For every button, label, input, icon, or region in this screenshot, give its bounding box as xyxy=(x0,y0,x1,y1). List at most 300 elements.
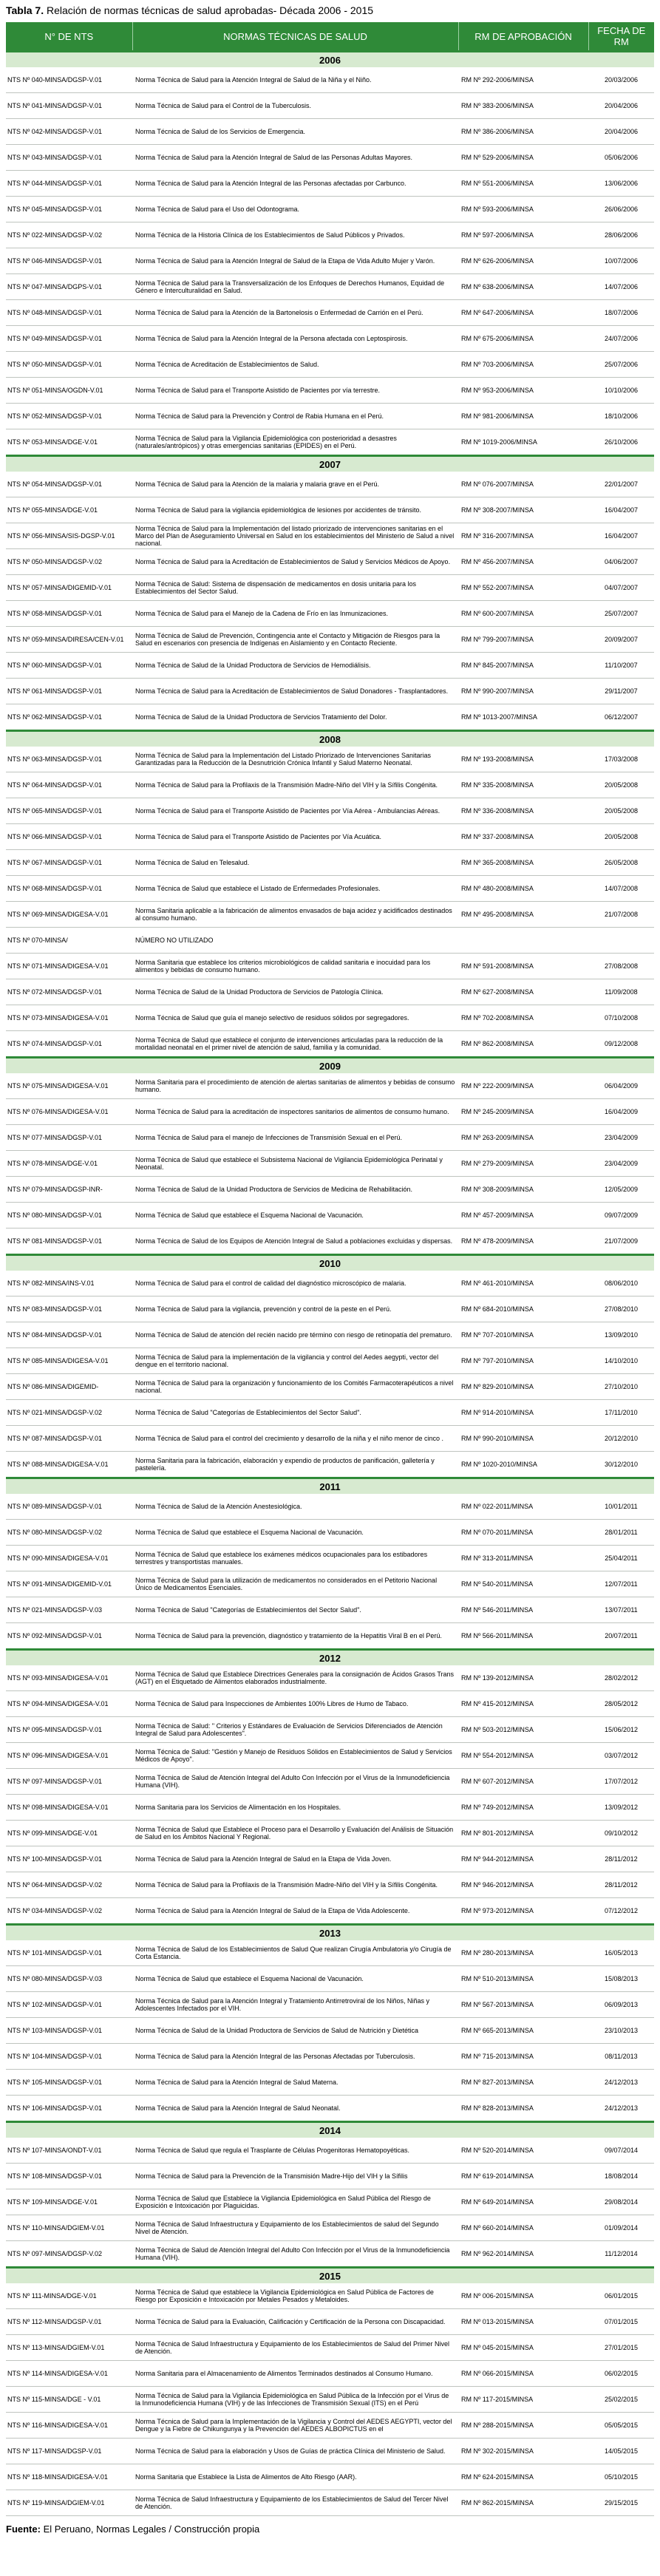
nts-number-cell: NTS Nº 065-MINSA/DGSP-V.01 xyxy=(6,798,132,824)
norm-title-cell: Norma Técnica de Salud que establece el Esquema Nacional de Vacunación. xyxy=(132,1966,458,1992)
rm-date-cell: 13/09/2010 xyxy=(588,1322,654,1348)
nts-number-cell: NTS Nº 101-MINSA/DGSP-V.01 xyxy=(6,1940,132,1966)
rm-date-cell: 29/11/2007 xyxy=(588,679,654,704)
source-label: Fuente: xyxy=(6,2524,41,2535)
rm-date-cell: 17/11/2010 xyxy=(588,1400,654,1426)
nts-number-cell: NTS Nº 094-MINSA/DIGESA-V.01 xyxy=(6,1691,132,1717)
table-row xyxy=(6,1228,654,1255)
nts-number-cell: NTS Nº 107-MINSA/ONDT-V.01 xyxy=(6,2138,132,2164)
table-row xyxy=(6,1426,654,1452)
norm-title-cell: Norma Técnica de Salud para la Atención Integral de Salud Neonatal. xyxy=(132,2096,458,2122)
norm-title-cell: Norma Técnica de Salud para la Atención de la Bartonelosis o Enfermedad de Carrión en el Perú. xyxy=(132,300,458,326)
rm-approval-cell: RM Nº 456-2007/MINSA xyxy=(458,549,588,575)
norm-title-cell: Norma Técnica de Salud que Establece Directrices Generales para la consignación de Ácidos Grasos Trans (AGT) en el Etiquetado de Alimentos elaborados industrialmente. xyxy=(132,1665,458,1691)
norm-title-cell: Norma Técnica de Salud que establece la Vigilancia Epidemiológica en Salud Pública de Factores de Riesgo por Exposición e Intoxicación por Metales Pesados y Metaloides. xyxy=(132,2283,458,2309)
nts-number-cell: NTS Nº 099-MINSA/DGE-V.01 xyxy=(6,1821,132,1846)
norm-title-cell: Norma Técnica de Salud para el control de calidad del diagnóstico microscópico de malaria. xyxy=(132,1271,458,1297)
rm-approval-cell: RM Nº 457-2009/MINSA xyxy=(458,1203,588,1228)
norm-title-cell: NÚMERO NO UTILIZADO xyxy=(132,928,458,954)
rm-approval-cell: RM Nº 647-2006/MINSA xyxy=(458,300,588,326)
rm-date-cell: 29/08/2014 xyxy=(588,2189,654,2215)
nts-number-cell: NTS Nº 098-MINSA/DIGESA-V.01 xyxy=(6,1795,132,1821)
nts-number-cell: NTS Nº 045-MINSA/DGSP-V.01 xyxy=(6,197,132,222)
rm-approval-cell: RM Nº 292-2006/MINSA xyxy=(458,67,588,93)
year-label: 2014 xyxy=(6,2122,654,2138)
table-row xyxy=(6,1769,654,1795)
table-row xyxy=(6,93,654,119)
nts-number-cell: NTS Nº 103-MINSA/DGSP-V.01 xyxy=(6,2018,132,2044)
norm-title-cell: Norma Técnica de Salud para la Atención de la malaria y malaria grave en el Perú. xyxy=(132,472,458,497)
norm-title-cell: Norma Técnica de Salud para la Atención Integral de las Personas afectadas por Carbunco. xyxy=(132,171,458,197)
rm-date-cell: 14/07/2008 xyxy=(588,876,654,902)
nts-number-cell: NTS Nº 079-MINSA/DGSP-INR- xyxy=(6,1177,132,1203)
rm-approval-cell: RM Nº 263-2009/MINSA xyxy=(458,1125,588,1151)
norm-title-cell: Norma Técnica de Salud para la Atención Integral de las Personas Afectadas por Tuberculosis. xyxy=(132,2044,458,2070)
norm-title-cell: Norma Técnica de Salud para la Atención Integral de Salud de la Etapa de Vida Adulto Mujer y Varón. xyxy=(132,248,458,274)
rm-date-cell: 14/10/2010 xyxy=(588,1348,654,1374)
rm-date-cell: 10/07/2006 xyxy=(588,248,654,274)
nts-number-cell: NTS Nº 048-MINSA/DGSP-V.01 xyxy=(6,300,132,326)
table-row xyxy=(6,679,654,704)
year-label: 2015 xyxy=(6,2268,654,2284)
table-row xyxy=(6,653,654,679)
nts-number-cell: NTS Nº 091-MINSA/DIGEMID-V.01 xyxy=(6,1571,132,1597)
nts-number-cell: NTS Nº 100-MINSA/DGSP-V.01 xyxy=(6,1846,132,1872)
nts-number-cell: NTS Nº 095-MINSA/DGSP-V.01 xyxy=(6,1717,132,1743)
table-row xyxy=(6,523,654,549)
nts-number-cell: NTS Nº 076-MINSA/DIGESA-V.01 xyxy=(6,1099,132,1125)
norm-title-cell: Norma Técnica de Salud para la Acreditación de Establecimientos de Salud Donadores - Trasplantadores. xyxy=(132,679,458,704)
header-norm-title: NORMAS TÉCNICAS DE SALUD xyxy=(132,22,458,52)
rm-date-cell: 23/10/2013 xyxy=(588,2018,654,2044)
year-row xyxy=(6,52,654,68)
table-row xyxy=(6,2464,654,2490)
norm-title-cell: Norma Sanitaria para la fabricación, elaboración y expendio de productos de panificación, galletería y pastelería. xyxy=(132,1452,458,1478)
rm-date-cell: 24/12/2013 xyxy=(588,2096,654,2122)
table-row xyxy=(6,1665,654,1691)
rm-date-cell: 09/12/2008 xyxy=(588,1031,654,1058)
norm-title-cell: Norma Técnica de Salud para la Vigilancia Epidemiológica con posterioridad a desastres (naturales/antrópicos) y otras emergencias sanitarias (EPIDES) en el Perú. xyxy=(132,429,458,456)
rm-date-cell: 06/12/2007 xyxy=(588,704,654,731)
rm-date-cell: 25/04/2011 xyxy=(588,1546,654,1571)
table-row xyxy=(6,2439,654,2464)
rm-approval-cell: RM Nº 495-2008/MINSA xyxy=(458,902,588,928)
nts-number-cell: NTS Nº 080-MINSA/DGSP-V.01 xyxy=(6,1203,132,1228)
norm-title-cell: Norma Técnica de Salud de los Servicios de Emergencia. xyxy=(132,119,458,145)
rm-approval-cell: RM Nº 193-2008/MINSA xyxy=(458,747,588,772)
rm-approval-cell: RM Nº 139-2012/MINSA xyxy=(458,1665,588,1691)
table-row xyxy=(6,1271,654,1297)
table-row xyxy=(6,798,654,824)
norm-title-cell: Norma Técnica de Salud para la vigilancia epidemiológica de lesiones por accidentes de tránsito. xyxy=(132,497,458,523)
table-row xyxy=(6,2413,654,2439)
table-row xyxy=(6,1203,654,1228)
rm-date-cell: 01/09/2014 xyxy=(588,2215,654,2241)
rm-approval-cell: RM Nº 386-2006/MINSA xyxy=(458,119,588,145)
rm-approval-cell: RM Nº 070-2011/MINSA xyxy=(458,1520,588,1546)
rm-approval-cell: RM Nº 478-2009/MINSA xyxy=(458,1228,588,1255)
rm-approval-cell: RM Nº 981-2006/MINSA xyxy=(458,404,588,429)
rm-approval-cell: RM Nº 566-2011/MINSA xyxy=(458,1623,588,1650)
rm-approval-cell: RM Nº 675-2006/MINSA xyxy=(458,326,588,352)
nts-number-cell: NTS Nº 090-MINSA/DIGESA-V.01 xyxy=(6,1546,132,1571)
rm-approval-cell: RM Nº 665-2013/MINSA xyxy=(458,2018,588,2044)
nts-number-cell: NTS Nº 081-MINSA/DGSP-V.01 xyxy=(6,1228,132,1255)
table-row xyxy=(6,575,654,601)
rm-approval-cell: RM Nº 013-2015/MINSA xyxy=(458,2309,588,2335)
rm-approval-cell: RM Nº 619-2014/MINSA xyxy=(458,2164,588,2189)
rm-approval-cell: RM Nº 829-2010/MINSA xyxy=(458,1374,588,1400)
table-row xyxy=(6,1348,654,1374)
table-row xyxy=(6,1031,654,1058)
table-row xyxy=(6,979,654,1005)
rm-date-cell: 23/04/2009 xyxy=(588,1151,654,1177)
norm-title-cell: Norma Técnica de Salud de la Unidad Productora de Servicios de Patología Clínica. xyxy=(132,979,458,1005)
nts-number-cell: NTS Nº 082-MINSA/INS-V.01 xyxy=(6,1271,132,1297)
table-row xyxy=(6,2164,654,2189)
nts-number-cell: NTS Nº 063-MINSA/DGSP-V.01 xyxy=(6,747,132,772)
norm-title-cell: Norma Técnica de Salud para la Implementación del listado priorizado de intervenciones sanitarias en el Marco del Plan de Aseguramiento Universal en Salud en los establecimientos del Ministerio de Salud a nivel nacional. xyxy=(132,523,458,549)
nts-number-cell: NTS Nº 046-MINSA/DGSP-V.01 xyxy=(6,248,132,274)
rm-approval-cell: RM Nº 627-2008/MINSA xyxy=(458,979,588,1005)
norm-title-cell: Norma Técnica de Salud que Establece el Proceso para el Desarrollo y Evaluación del Análisis de Situación de Salud en los Ámbitos Nacional Y Regional. xyxy=(132,1821,458,1846)
rm-date-cell: 09/07/2009 xyxy=(588,1203,654,1228)
rm-approval-cell: RM Nº 552-2007/MINSA xyxy=(458,575,588,601)
rm-date-cell: 20/07/2011 xyxy=(588,1623,654,1650)
norm-title-cell: Norma Técnica de Salud para el Transporte Asistido de Pacientes por vía terrestre. xyxy=(132,378,458,404)
rm-approval-cell: RM Nº 540-2011/MINSA xyxy=(458,1571,588,1597)
table-row xyxy=(6,2138,654,2164)
norm-title-cell: Norma Técnica de Salud de atención del recién nacido pre término con riesgo de retinopatía del prematuro. xyxy=(132,1322,458,1348)
rm-date-cell: 28/06/2006 xyxy=(588,222,654,248)
norm-title-cell: Norma Técnica de Salud de Atención Integral del Adulto Con Infección por el Virus de la Inmunodeficiencia Humana (VIH). xyxy=(132,1769,458,1795)
norm-title-cell: Norma Técnica de Salud para la Vigilancia Epidemiológica en Salud Pública de la Infección por el Virus de la Inmunodeficiencia Humana (VIH) y de las Infecciones de Transmisión Sexual (ITS) en el Perú xyxy=(132,2387,458,2413)
rm-date-cell: 08/11/2013 xyxy=(588,2044,654,2070)
table-row xyxy=(6,2387,654,2413)
rm-approval-cell: RM Nº 591-2008/MINSA xyxy=(458,954,588,979)
rm-approval-cell: RM Nº 649-2014/MINSA xyxy=(458,2189,588,2215)
nts-number-cell: NTS Nº 064-MINSA/DGSP-V.02 xyxy=(6,1872,132,1898)
rm-approval-cell: RM Nº 914-2010/MINSA xyxy=(458,1400,588,1426)
norm-title-cell: Norma Técnica de Salud para la prevención, diagnóstico y tratamiento de la Hepatitis Viral B en el Perú. xyxy=(132,1623,458,1650)
norm-title-cell: Norma Técnica de Salud que guía el manejo selectivo de residuos sólidos por segregadores. xyxy=(132,1005,458,1031)
nts-number-cell: NTS Nº 040-MINSA/DGSP-V.01 xyxy=(6,67,132,93)
rm-date-cell: 20/05/2008 xyxy=(588,824,654,850)
table-row xyxy=(6,1898,654,1925)
nts-number-cell: NTS Nº 059-MINSA/DIRESA/CEN-V.01 xyxy=(6,627,132,653)
norm-title-cell: Norma Técnica de Salud de la Unidad Productora de Servicios de Salud de Nutrición y Dietética xyxy=(132,2018,458,2044)
table-row xyxy=(6,1073,654,1099)
nts-number-cell: NTS Nº 056-MINSA/SIS-DGSP-V.01 xyxy=(6,523,132,549)
rm-approval-cell: RM Nº 288-2015/MINSA xyxy=(458,2413,588,2439)
rm-approval-cell: RM Nº 600-2007/MINSA xyxy=(458,601,588,627)
table-row xyxy=(6,1623,654,1650)
rm-approval-cell: RM Nº 597-2006/MINSA xyxy=(458,222,588,248)
nts-number-cell: NTS Nº 057-MINSA/DIGEMID-V.01 xyxy=(6,575,132,601)
rm-approval-cell: RM Nº 066-2015/MINSA xyxy=(458,2361,588,2387)
rm-approval-cell: RM Nº 551-2006/MINSA xyxy=(458,171,588,197)
table-row xyxy=(6,876,654,902)
rm-approval-cell: RM Nº 480-2008/MINSA xyxy=(458,876,588,902)
table-row xyxy=(6,1322,654,1348)
nts-number-cell: NTS Nº 049-MINSA/DGSP-V.01 xyxy=(6,326,132,352)
norm-title-cell: Norma Técnica de Salud para la Atención Integral de Salud de las Personas Adultas Mayores. xyxy=(132,145,458,171)
norm-title-cell: Norma Sanitaria que Establece la Lista de Alimentos de Alto Riesgo (AAR). xyxy=(132,2464,458,2490)
table-row xyxy=(6,2335,654,2361)
nts-number-cell: NTS Nº 114-MINSA/DIGESA-V.01 xyxy=(6,2361,132,2387)
year-row xyxy=(6,1650,654,1666)
nts-number-cell: NTS Nº 073-MINSA/DIGESA-V.01 xyxy=(6,1005,132,1031)
rm-approval-cell: RM Nº 415-2012/MINSA xyxy=(458,1691,588,1717)
norm-title-cell: Norma Técnica de Salud "Categorías de Establecimientos del Sector Salud". xyxy=(132,1597,458,1623)
norm-title-cell: Norma Sanitaria para el procedimiento de atención de alertas sanitarias de alimentos y bebidas de consumo humano. xyxy=(132,1073,458,1099)
nts-number-cell: NTS Nº 069-MINSA/DIGESA-V.01 xyxy=(6,902,132,928)
year-label: 2009 xyxy=(6,1058,654,1074)
nts-number-cell: NTS Nº 088-MINSA/DIGESA-V.01 xyxy=(6,1452,132,1478)
nts-number-cell: NTS Nº 068-MINSA/DGSP-V.01 xyxy=(6,876,132,902)
rm-approval-cell: RM Nº 801-2012/MINSA xyxy=(458,1821,588,1846)
rm-date-cell: 04/06/2007 xyxy=(588,549,654,575)
rm-date-cell: 07/10/2008 xyxy=(588,1005,654,1031)
rm-date-cell: 13/09/2012 xyxy=(588,1795,654,1821)
table-row xyxy=(6,1099,654,1125)
nts-number-cell: NTS Nº 066-MINSA/DGSP-V.01 xyxy=(6,824,132,850)
rm-approval-cell: RM Nº 316-2007/MINSA xyxy=(458,523,588,549)
norm-title-cell: Norma Técnica de Salud de los Establecimientos de Salud Que realizan Cirugía Ambulatoria y/o Cirugía de Corta Estancia. xyxy=(132,1940,458,1966)
rm-approval-cell: RM Nº 962-2014/MINSA xyxy=(458,2241,588,2268)
rm-approval-cell: RM Nº 845-2007/MINSA xyxy=(458,653,588,679)
table-row xyxy=(6,1374,654,1400)
rm-date-cell: 08/06/2010 xyxy=(588,1271,654,1297)
norm-title-cell: Norma Técnica de Salud para el Transporte Asistido de Pacientes por Vía Acuática. xyxy=(132,824,458,850)
rm-date-cell: 27/08/2010 xyxy=(588,1297,654,1322)
table-row xyxy=(6,902,654,928)
rm-date-cell: 05/05/2015 xyxy=(588,2413,654,2439)
rm-date-cell: 12/05/2009 xyxy=(588,1177,654,1203)
rm-approval-cell: RM Nº 245-2009/MINSA xyxy=(458,1099,588,1125)
table-row xyxy=(6,1717,654,1743)
rm-date-cell: 21/07/2009 xyxy=(588,1228,654,1255)
rm-approval-cell: RM Nº 365-2008/MINSA xyxy=(458,850,588,876)
rm-approval-cell: RM Nº 862-2008/MINSA xyxy=(458,1031,588,1058)
table-row xyxy=(6,954,654,979)
rm-date-cell: 18/10/2006 xyxy=(588,404,654,429)
rm-date-cell: 06/02/2015 xyxy=(588,2361,654,2387)
rm-date-cell: 27/01/2015 xyxy=(588,2335,654,2361)
table-row xyxy=(6,2070,654,2096)
table-row xyxy=(6,549,654,575)
norm-title-cell: Norma Técnica de Salud para la utilización de medicamentos no considerados en el Petitorio Nacional Único de Medicamentos Esenciales. xyxy=(132,1571,458,1597)
rm-date-cell: 16/04/2007 xyxy=(588,497,654,523)
rm-date-cell: 26/05/2008 xyxy=(588,850,654,876)
year-label: 2012 xyxy=(6,1650,654,1666)
rm-approval-cell: RM Nº 626-2006/MINSA xyxy=(458,248,588,274)
table-row xyxy=(6,1940,654,1966)
rm-approval-cell: RM Nº 944-2012/MINSA xyxy=(458,1846,588,1872)
rm-date-cell: 17/03/2008 xyxy=(588,747,654,772)
rm-approval-cell: RM Nº 638-2006/MINSA xyxy=(458,274,588,300)
table-row xyxy=(6,2309,654,2335)
table-row xyxy=(6,1520,654,1546)
rm-approval-cell: RM Nº 660-2014/MINSA xyxy=(458,2215,588,2241)
nts-number-cell: NTS Nº 052-MINSA/DGSP-V.01 xyxy=(6,404,132,429)
norm-title-cell: Norma Técnica de Salud para el Uso del Odontograma. xyxy=(132,197,458,222)
nts-number-cell: NTS Nº 113-MINSA/DGIEM-V.01 xyxy=(6,2335,132,2361)
norm-title-cell: Norma Técnica de Salud para la Profilaxis de la Transmisión Madre-Niño del VIH y la Sífilis Congénita. xyxy=(132,1872,458,1898)
nts-number-cell: NTS Nº 111-MINSA/DGE-V.01 xyxy=(6,2283,132,2309)
rm-date-cell: 22/01/2007 xyxy=(588,472,654,497)
norm-title-cell: Norma Técnica de Salud para la Prevención de la Transmisión Madre-Hijo del VIH y la Sífilis xyxy=(132,2164,458,2189)
rm-approval-cell: RM Nº 336-2008/MINSA xyxy=(458,798,588,824)
norm-title-cell: Norma Técnica de Salud para la Acreditación de Establecimientos de Salud y Servicios Médicos de Apoyo. xyxy=(132,549,458,575)
rm-date-cell: 14/05/2015 xyxy=(588,2439,654,2464)
rm-approval-cell: RM Nº 076-2007/MINSA xyxy=(458,472,588,497)
table-row xyxy=(6,1846,654,1872)
nts-number-cell: NTS Nº 061-MINSA/DGSP-V.01 xyxy=(6,679,132,704)
table-row xyxy=(6,1494,654,1520)
header-nts-number: N° DE NTS xyxy=(6,22,132,52)
nts-number-cell: NTS Nº 047-MINSA/DGPS-V.01 xyxy=(6,274,132,300)
year-row xyxy=(6,2122,654,2138)
table-row xyxy=(6,824,654,850)
rm-approval-cell: RM Nº 684-2010/MINSA xyxy=(458,1297,588,1322)
table-header xyxy=(6,22,654,52)
norm-title-cell: Norma Técnica de la Historia Clínica de los Establecimientos de Salud Públicos y Privados. xyxy=(132,222,458,248)
rm-date-cell: 26/06/2006 xyxy=(588,197,654,222)
rm-approval-cell: RM Nº 862-2015/MINSA xyxy=(458,2490,588,2516)
nts-number-cell: NTS Nº 080-MINSA/DGSP-V.02 xyxy=(6,1520,132,1546)
rm-date-cell: 11/12/2014 xyxy=(588,2241,654,2268)
nts-number-cell: NTS Nº 109-MINSA/DGE-V.01 xyxy=(6,2189,132,2215)
table-row xyxy=(6,1297,654,1322)
nts-number-cell: NTS Nº 072-MINSA/DGSP-V.01 xyxy=(6,979,132,1005)
table-row xyxy=(6,67,654,93)
rm-date-cell: 20/03/2006 xyxy=(588,67,654,93)
nts-number-cell: NTS Nº 067-MINSA/DGSP-V.01 xyxy=(6,850,132,876)
rm-approval-cell: RM Nº 006-2015/MINSA xyxy=(458,2283,588,2309)
rm-approval-cell: RM Nº 510-2013/MINSA xyxy=(458,1966,588,1992)
rm-date-cell: 16/05/2013 xyxy=(588,1940,654,1966)
caption-text: Relación de normas técnicas de salud aprobadas- Década 2006 - 2015 xyxy=(46,4,374,16)
table-row xyxy=(6,248,654,274)
norm-title-cell: Norma Técnica de Salud para la Atención Integral de Salud en la Etapa de Vida Joven. xyxy=(132,1846,458,1872)
norm-title-cell: Norma Técnica de Salud para el control del crecimiento y desarrollo de la niña y el niño menor de cinco . xyxy=(132,1426,458,1452)
nts-number-cell: NTS Nº 085-MINSA/DIGESA-V.01 xyxy=(6,1348,132,1374)
nts-number-cell: NTS Nº 115-MINSA/DGE - V.01 xyxy=(6,2387,132,2413)
year-row xyxy=(6,1925,654,1941)
table-row xyxy=(6,1597,654,1623)
rm-approval-cell: RM Nº 337-2008/MINSA xyxy=(458,824,588,850)
rm-approval-cell: RM Nº 799-2007/MINSA xyxy=(458,627,588,653)
rm-approval-cell: RM Nº 702-2008/MINSA xyxy=(458,1005,588,1031)
norm-title-cell: Norma Técnica de Salud para Inspecciones de Ambientes 100% Libres de Humo de Tabaco. xyxy=(132,1691,458,1717)
nts-number-cell: NTS Nº 092-MINSA/DGSP-V.01 xyxy=(6,1623,132,1650)
rm-date-cell: 15/06/2012 xyxy=(588,1717,654,1743)
nts-number-cell: NTS Nº 106-MINSA/DGSP-V.01 xyxy=(6,2096,132,2122)
rm-approval-cell: RM Nº 1019-2006/MINSA xyxy=(458,429,588,456)
norm-title-cell: Norma Técnica de Salud: " Criterios y Estándares de Evaluación de Servicios Diferenciados de Atención Integral de Salud para Adolescentes". xyxy=(132,1717,458,1743)
nts-number-cell: NTS Nº 054-MINSA/DGSP-V.01 xyxy=(6,472,132,497)
nts-number-cell: NTS Nº 089-MINSA/DGSP-V.01 xyxy=(6,1494,132,1520)
nts-number-cell: NTS Nº 093-MINSA/DIGESA-V.01 xyxy=(6,1665,132,1691)
rm-date-cell: 09/07/2014 xyxy=(588,2138,654,2164)
nts-number-cell: NTS Nº 034-MINSA/DGSP-V.02 xyxy=(6,1898,132,1925)
table-row xyxy=(6,378,654,404)
rm-approval-cell: RM Nº 222-2009/MINSA xyxy=(458,1073,588,1099)
nts-number-cell: NTS Nº 053-MINSA/DGE-V.01 xyxy=(6,429,132,456)
norm-title-cell: Norma Técnica de Salud Infraestructura y Equipamiento de los Establecimientos de Salud del Tercer Nivel de Atención. xyxy=(132,2490,458,2516)
rm-approval-cell: RM Nº 567-2013/MINSA xyxy=(458,1992,588,2018)
table-row xyxy=(6,2189,654,2215)
table-row xyxy=(6,2283,654,2309)
norm-title-cell: Norma Técnica de Salud de la Unidad Productora de Servicios de Hemodiálisis. xyxy=(132,653,458,679)
table-row xyxy=(6,2490,654,2516)
rm-approval-cell: RM Nº 1013-2007/MINSA xyxy=(458,704,588,731)
table-row xyxy=(6,429,654,456)
rm-date-cell: 07/12/2012 xyxy=(588,1898,654,1925)
rm-date-cell: 11/10/2007 xyxy=(588,653,654,679)
norm-title-cell: Norma Técnica de Salud de la Unidad Productora de Servicios Tratamiento del Dolor. xyxy=(132,704,458,731)
table-row xyxy=(6,1966,654,1992)
norm-title-cell: Norma Técnica de Salud para la Transversalización de los Enfoques de Derechos Humanos, Equidad de Género e Interculturalidad en Salud. xyxy=(132,274,458,300)
nts-number-cell: NTS Nº 021-MINSA/DGSP-V.03 xyxy=(6,1597,132,1623)
rm-date-cell: 05/10/2015 xyxy=(588,2464,654,2490)
norm-title-cell: Norma Técnica de Salud para la Atención Integral de Salud Materna. xyxy=(132,2070,458,2096)
rm-approval-cell: RM Nº 308-2007/MINSA xyxy=(458,497,588,523)
nts-number-cell: NTS Nº 041-MINSA/DGSP-V.01 xyxy=(6,93,132,119)
rm-date-cell: 24/12/2013 xyxy=(588,2070,654,2096)
year-label: 2006 xyxy=(6,52,654,68)
rm-date-cell: 06/04/2009 xyxy=(588,1073,654,1099)
table-row xyxy=(6,850,654,876)
nts-number-cell: NTS Nº 110-MINSA/DGIEM-V.01 xyxy=(6,2215,132,2241)
rm-date-cell: 24/07/2006 xyxy=(588,326,654,352)
table-row xyxy=(6,1177,654,1203)
table-row xyxy=(6,2361,654,2387)
table-body xyxy=(6,52,654,2516)
rm-approval-cell: RM Nº 022-2011/MINSA xyxy=(458,1494,588,1520)
rm-date-cell: 26/10/2006 xyxy=(588,429,654,456)
norm-title-cell: Norma Técnica de Salud de Prevención, Contingencia ante el Contacto y Mitigación de Riesgos para la Salud en escenarios con presencia de Indígenas en Aislamiento y en Contacto Reciente. xyxy=(132,627,458,653)
rm-approval-cell: RM Nº 828-2013/MINSA xyxy=(458,2096,588,2122)
rm-date-cell: 13/07/2011 xyxy=(588,1597,654,1623)
norm-title-cell: Norma Técnica de Salud para la elaboración y Usos de Guías de práctica Clínica del Ministerio de Salud. xyxy=(132,2439,458,2464)
year-label: 2008 xyxy=(6,731,654,747)
norm-title-cell: Norma Técnica de Salud para la organización y funcionamiento de los Comités Farmacoterapéuticos a nivel nacional. xyxy=(132,1374,458,1400)
rm-date-cell: 20/04/2006 xyxy=(588,93,654,119)
rm-approval-cell: RM Nº 749-2012/MINSA xyxy=(458,1795,588,1821)
table-row xyxy=(6,747,654,772)
table-row xyxy=(6,197,654,222)
table-row xyxy=(6,928,654,954)
year-row xyxy=(6,1255,654,1271)
norm-title-cell: Norma Técnica de Salud para la Evaluación, Calificación y Certificación de la Persona con Discapacidad. xyxy=(132,2309,458,2335)
table-row xyxy=(6,1795,654,1821)
norm-title-cell: Norma Técnica de Salud que establece el conjunto de intervenciones articuladas para la reducción de la mortalidad neonatal en el primer nivel de atención de salud, familia y la comunidad. xyxy=(132,1031,458,1058)
table-row xyxy=(6,1691,654,1717)
rm-approval-cell: RM Nº 715-2013/MINSA xyxy=(458,2044,588,2070)
rm-approval-cell: RM Nº 280-2013/MINSA xyxy=(458,1940,588,1966)
rm-approval-cell: RM Nº 990-2007/MINSA xyxy=(458,679,588,704)
rm-approval-cell: RM Nº 797-2010/MINSA xyxy=(458,1348,588,1374)
norm-title-cell: Norma Técnica de Salud que establece el Esquema Nacional de Vacunación. xyxy=(132,1203,458,1228)
norm-title-cell: Norma Técnica de Salud "Categorías de Establecimientos del Sector Salud". xyxy=(132,1400,458,1426)
table-row xyxy=(6,145,654,171)
caption-prefix: Tabla 7. xyxy=(6,4,44,16)
rm-approval-cell: RM Nº 546-2011/MINSA xyxy=(458,1597,588,1623)
table-row xyxy=(6,1872,654,1898)
rm-approval-cell: RM Nº 827-2013/MINSA xyxy=(458,2070,588,2096)
